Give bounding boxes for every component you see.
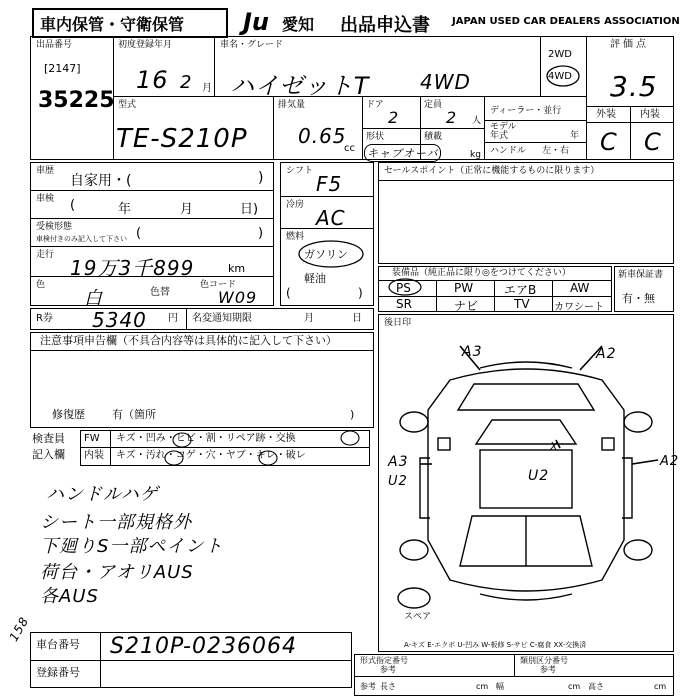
repair-label: 修復歴: [52, 408, 85, 421]
handle-lr: 左・右: [542, 146, 570, 156]
equipment-ps-circle: [386, 278, 424, 296]
equipment-tv: TV: [514, 297, 530, 311]
car-diagram: [380, 340, 672, 620]
lot-number: 35225: [38, 88, 115, 113]
equipment-label: 装備品（純正品に限り◎をつけてください）: [392, 268, 571, 278]
registration-label: 初度登録年月: [118, 40, 173, 50]
check-interior-prefix: 内装: [84, 450, 104, 461]
inspection-month: 月: [180, 202, 194, 217]
mileage-label: 走行: [36, 250, 55, 260]
inspection-open: (: [70, 198, 76, 213]
warranty-label: 新車保証書: [618, 270, 664, 280]
equipment-seat: カワシート: [554, 302, 604, 313]
shape-label: 形状: [366, 132, 385, 142]
cert-height-unit: cm: [654, 682, 667, 691]
acceptance-label: 受検形態: [36, 222, 73, 232]
interior-grade: C: [644, 128, 662, 156]
fuel-circle-mark: [296, 238, 366, 270]
history-value: 自家用・(: [70, 173, 132, 189]
shape-value: キャブオーバ: [364, 144, 441, 162]
dealer-label: ディーラー・並行: [490, 106, 562, 116]
repair-close: ): [350, 408, 355, 421]
load-unit: kg: [470, 150, 481, 160]
lot-label: 出品番号: [36, 40, 73, 50]
plate-label: 登録番号: [36, 666, 80, 679]
acceptance-close: ): [258, 226, 264, 241]
exterior-grade: C: [600, 128, 618, 156]
recycle-label: R券: [36, 313, 53, 324]
drive-option-2wd: 2WD: [548, 49, 572, 60]
capacity-value: 2: [446, 108, 458, 127]
note-line-2: シート一部規格外: [40, 512, 192, 533]
drive-circle-mark: [544, 64, 582, 88]
inspector-label-2: 記入欄: [32, 448, 65, 461]
history-label: 車歴: [36, 166, 55, 176]
form-title: 出品申込書: [340, 15, 430, 36]
check-fw-prefix: FW: [84, 433, 100, 444]
cert-height-label: 高さ: [588, 682, 604, 691]
spare-label: スペア: [404, 612, 432, 622]
doors-label: ドア: [366, 100, 384, 110]
check-marks: [150, 428, 370, 468]
dealer-model-label: モデル: [490, 122, 517, 132]
equipment-navi: ナビ: [454, 299, 479, 313]
mileage-unit: km: [228, 262, 246, 275]
equipment-sr: SR: [396, 297, 412, 311]
displacement-unit: cc: [344, 143, 355, 154]
note-line-4: 荷台・アオリAUS: [40, 562, 194, 583]
color-value: 白: [84, 288, 103, 309]
color-code-value: W09: [218, 288, 258, 307]
model-drive: 4WD: [420, 70, 471, 94]
cert-length-unit: cm: [476, 682, 489, 691]
fuel-close: ): [358, 286, 363, 300]
color-code-label: 色コード: [200, 280, 237, 290]
inspection-day: 日): [240, 202, 259, 217]
association-name: JAPAN USED CAR DEALERS ASSOCIATION: [452, 16, 680, 27]
registration-year: 16: [136, 66, 169, 94]
recycle-unit: 円: [168, 313, 178, 324]
ac-label: 冷房: [286, 200, 305, 210]
check-fw-items: キズ・凹み・ヒビ・割・リペア跡・交換: [116, 433, 296, 444]
cert-class-ref: 参考: [540, 665, 556, 674]
acceptance-open: (: [136, 226, 142, 241]
load-label: 積載: [424, 132, 443, 142]
score-value: 3.5: [610, 70, 658, 103]
equipment-ps: PS: [396, 281, 411, 295]
damage-mark-left-lower: U2: [388, 474, 408, 489]
ac-value: AC: [316, 206, 346, 230]
inspector-label-1: 検査員: [32, 432, 65, 445]
drive-option-4wd: 4WD: [548, 71, 572, 82]
note-line-3: 下廻りS一部ペイント: [40, 536, 224, 557]
sales-point-label: セールスポイント（正常に機能するものに限ります）: [384, 166, 600, 176]
cert-type-ref: 参考: [380, 665, 396, 674]
damage-mark-left-side: A3: [388, 454, 409, 470]
damage-mark-front-right: A2: [596, 346, 617, 362]
sales-point-box: [378, 162, 674, 264]
fuel-diesel: 軽油: [304, 272, 326, 285]
notice-label: 名変通知期限: [192, 313, 252, 324]
cert-width-unit: cm: [568, 682, 581, 691]
damage-mark-center: U2: [528, 468, 550, 484]
inspection-year: 年: [118, 202, 132, 217]
shift-label: シフト: [286, 166, 314, 176]
dealer-year-unit: 年: [570, 131, 580, 141]
doors-value: 2: [388, 108, 400, 127]
exterior-label: 外装: [596, 109, 616, 120]
rear-date-label: 後日印: [384, 318, 412, 328]
type-label: 型式: [118, 100, 137, 110]
notice-month: 月: [304, 313, 314, 324]
damage-mark-right-side: A2: [660, 454, 680, 469]
capacity-label: 定員: [424, 100, 443, 110]
score-label: 評価点: [610, 39, 649, 50]
repair-value: 有（箇所: [112, 408, 156, 421]
caution-label: 注意事項申告欄（不具合内容等は具体的に記入して下さい）: [40, 334, 337, 347]
fuel-open: (: [286, 286, 291, 300]
storage-badge-text: 車内保管・守衛保管: [40, 15, 185, 34]
note-line-5: 各AUS: [40, 586, 99, 607]
history-close: ): [258, 170, 264, 186]
cert-class-label: 類別区分番号: [520, 656, 568, 665]
registration-month-unit: 月: [202, 83, 212, 94]
model-name-value: ハイゼットT: [230, 72, 370, 100]
interior-label: 内装: [640, 109, 660, 120]
cert-width-label: 幅: [496, 682, 504, 691]
cert-length-label: 長さ: [380, 682, 396, 691]
capacity-unit: 人: [472, 116, 482, 126]
model-name-label: 車名・グレード: [220, 40, 284, 50]
registration-month: 2: [180, 72, 193, 93]
chassis-margin-note: 158: [6, 614, 32, 644]
acceptance-note: 車検付きのみ記入して下さい: [36, 235, 127, 243]
ju-logo: Ju: [243, 8, 270, 36]
note-line-1: ハンドルハゲ: [46, 484, 159, 505]
cert-type-label: 形式指定番号: [360, 656, 408, 665]
handle-label: ハンドル: [490, 146, 527, 156]
color-label: 色: [36, 280, 46, 290]
fuel-gasoline: ガソリン: [304, 248, 348, 261]
fuel-label: 燃料: [286, 232, 305, 242]
warranty-value: 有・無: [622, 292, 655, 305]
equipment-aw: AW: [570, 281, 590, 295]
check-interior-items: キズ・汚れ・コゲ・穴・ヤブ・キレ・破レ: [116, 450, 306, 461]
equipment-pw: PW: [454, 281, 474, 295]
chassis-label: 車台番号: [36, 638, 80, 651]
damage-mark-x: X: [550, 440, 559, 453]
chassis-value: S210P-0236064: [110, 634, 297, 659]
shift-value: F5: [316, 172, 343, 196]
recycle-value: 5340: [92, 308, 147, 332]
damage-mark-front-left: A3: [462, 344, 483, 360]
cert-ref-label: 参考: [360, 682, 376, 691]
dealer-year-label: 年式: [490, 131, 509, 141]
type-value: TE-S210P: [116, 124, 248, 154]
org-name: 愛知: [282, 15, 315, 34]
displacement-value: 0.65: [298, 124, 347, 148]
displacement-label: 排気量: [278, 100, 306, 110]
notice-day: 日: [352, 313, 362, 324]
inspection-label: 車検: [36, 194, 55, 204]
damage-legend: A-キズ E-エクボ U-凹み W-板修 S-サビ C-腐食 XX-交換済: [404, 641, 587, 649]
color-change-label: 色替: [150, 287, 170, 298]
equipment-airbag: エアB: [504, 283, 537, 297]
mileage-value: 19万3千899: [70, 256, 195, 280]
lot-sub-number: [2147]: [44, 62, 81, 75]
